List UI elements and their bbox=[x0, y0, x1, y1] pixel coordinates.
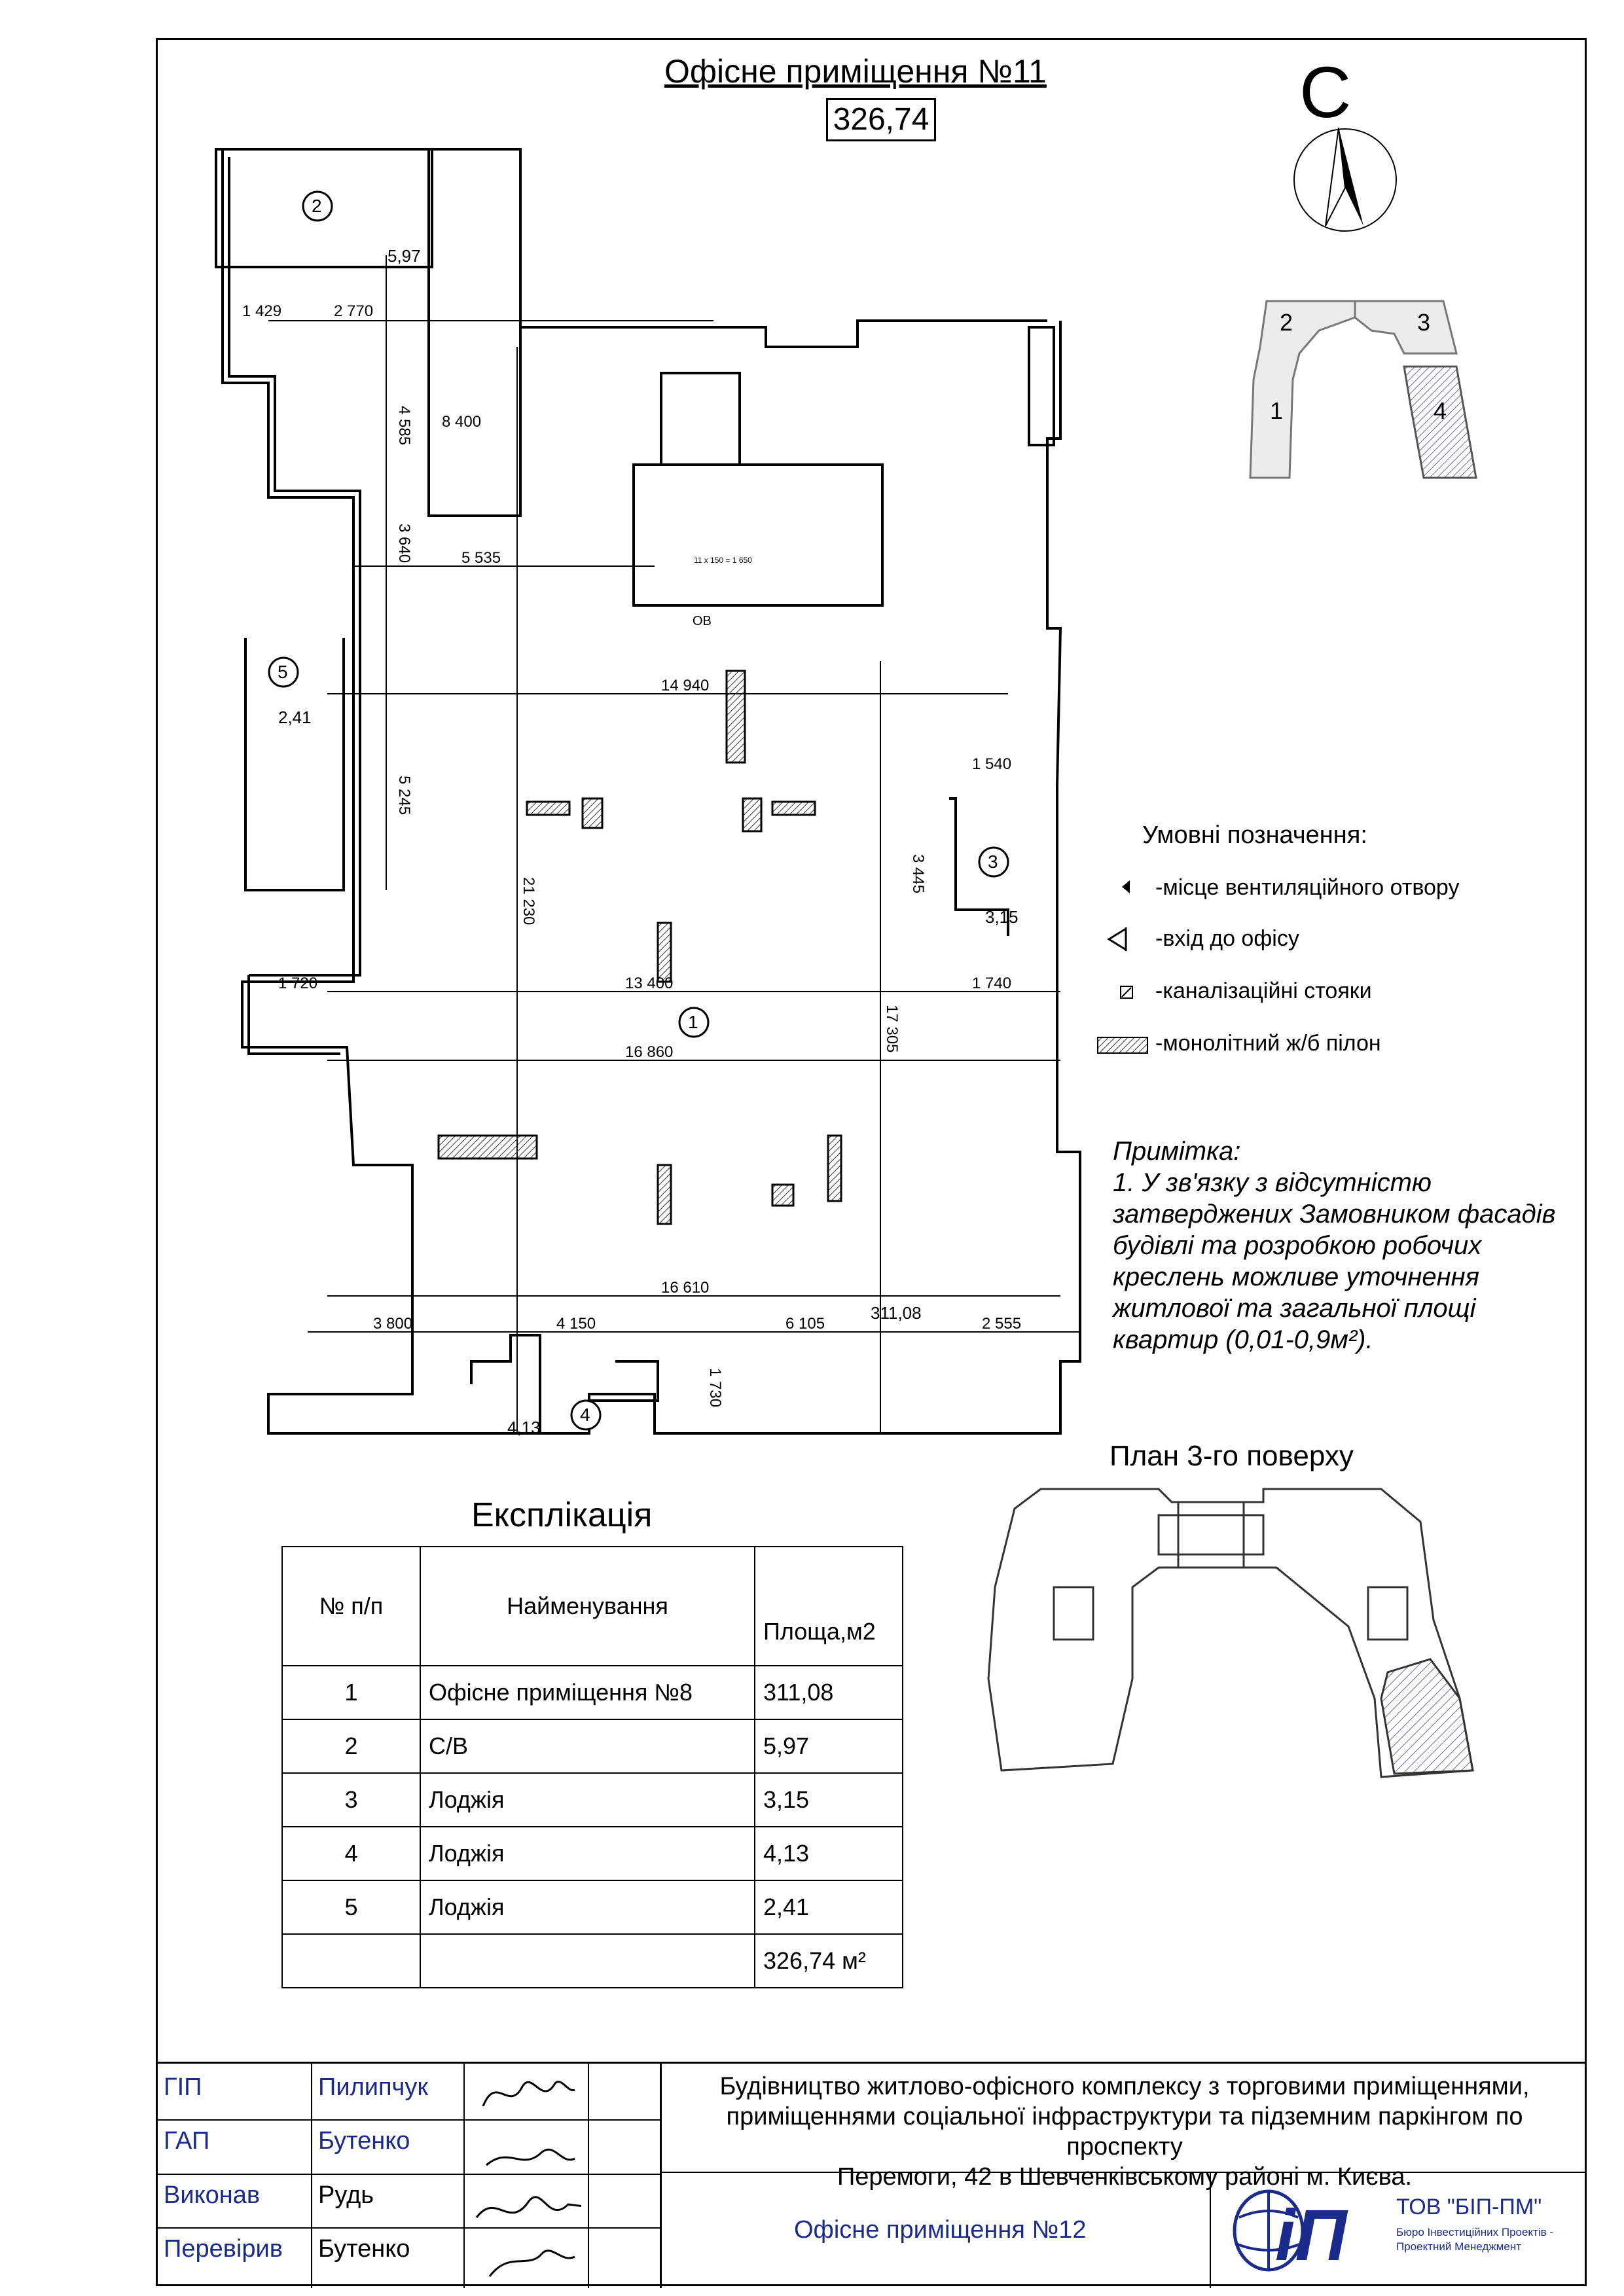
room-4-area: 4,13 bbox=[507, 1418, 541, 1437]
svg-text:2 555: 2 555 bbox=[982, 1315, 1022, 1333]
legend-sewer-riser: -каналізаційні стояки bbox=[1155, 978, 1372, 1003]
floor-plan-title: План 3-го поверху bbox=[1110, 1440, 1354, 1472]
floor-plan bbox=[196, 131, 1100, 1466]
name-executor: Рудь bbox=[318, 2181, 374, 2209]
floor-overview bbox=[962, 1482, 1551, 1784]
header-name: Найменування bbox=[420, 1547, 755, 1666]
cell-num: 2 bbox=[282, 1719, 420, 1773]
cell-num: 5 bbox=[282, 1880, 420, 1934]
svg-text:3 445: 3 445 bbox=[909, 854, 927, 894]
note-line: квартир (0,01-0,9м²). bbox=[1113, 1325, 1373, 1354]
role-checker: Перевірив bbox=[164, 2235, 283, 2263]
sheet-title: Офісне приміщення №12 bbox=[794, 2216, 1087, 2244]
room-5-marker: 5 bbox=[278, 662, 288, 682]
legend-entrance: -вхід до офісу bbox=[1155, 926, 1299, 951]
explication-table bbox=[281, 1546, 903, 1988]
svg-text:6 105: 6 105 bbox=[785, 1315, 825, 1333]
note-title: Примітка: bbox=[1113, 1137, 1241, 1166]
table-row bbox=[282, 1666, 903, 1719]
svg-text:5 245: 5 245 bbox=[395, 776, 413, 816]
cell-num: 1 bbox=[282, 1666, 420, 1719]
compass-icon bbox=[1293, 128, 1398, 232]
key-plan bbox=[1240, 281, 1489, 491]
cell-name: С/В bbox=[420, 1719, 755, 1773]
svg-text:14 940: 14 940 bbox=[661, 677, 710, 694]
cell-num: 3 bbox=[282, 1773, 420, 1827]
cell-name: Лоджія bbox=[420, 1773, 755, 1827]
sewer-riser-icon bbox=[1119, 985, 1134, 999]
legend-pylon: -монолітний ж/б пілон bbox=[1155, 1031, 1381, 1056]
area-box: 326,74 bbox=[826, 98, 936, 141]
room-1-area: 311,08 bbox=[871, 1303, 922, 1323]
svg-text:3 800: 3 800 bbox=[373, 1315, 413, 1333]
cell-empty bbox=[420, 1934, 755, 1988]
legend-title: Умовні позначення: bbox=[1142, 821, 1367, 849]
entrance-icon bbox=[1106, 926, 1132, 952]
svg-text:1 740: 1 740 bbox=[972, 975, 1012, 992]
svg-text:2 770: 2 770 bbox=[334, 302, 374, 320]
header-num: № п/п bbox=[282, 1547, 420, 1666]
company-sub2: Проектний Менеджмент bbox=[1396, 2240, 1521, 2253]
svg-text:1 730: 1 730 bbox=[706, 1368, 724, 1408]
signature bbox=[470, 2067, 581, 2283]
key-section-2: 2 bbox=[1280, 309, 1293, 336]
legend-vent: -місце вентиляційного отвору bbox=[1155, 875, 1460, 900]
key-section-3: 3 bbox=[1417, 309, 1431, 336]
svg-text:5 535: 5 535 bbox=[461, 549, 501, 567]
project-line: Будівництво житлово-офісного комплексу з торговими приміщеннями, bbox=[719, 2073, 1530, 2100]
cell-name: Лоджія bbox=[420, 1827, 755, 1880]
key-section-1: 1 bbox=[1270, 397, 1284, 424]
cell-total: 326,74 м² bbox=[755, 1934, 903, 1988]
note-block bbox=[1113, 1136, 1556, 1355]
cell-name: Офісне приміщення №8 bbox=[420, 1666, 755, 1719]
role-gap: ГАП bbox=[164, 2127, 210, 2155]
company-sub1: Бюро Інвестиційних Проектів - bbox=[1396, 2226, 1554, 2238]
name-gap: Бутенко bbox=[318, 2127, 410, 2155]
room-3-marker: 3 bbox=[988, 852, 998, 872]
svg-text:17 305: 17 305 bbox=[883, 1005, 901, 1053]
project-line: приміщеннями соціальної інфраструктури та підземним паркінгом по проспекту bbox=[726, 2103, 1523, 2161]
cell-num: 4 bbox=[282, 1827, 420, 1880]
note-line: будівлі та розробкою робочих bbox=[1113, 1231, 1482, 1260]
cell-area: 2,41 bbox=[755, 1880, 903, 1934]
room-1-marker: 1 bbox=[688, 1012, 698, 1032]
title-block bbox=[156, 2062, 1587, 2288]
page-title: Офісне приміщення №11 bbox=[664, 53, 1047, 90]
svg-text:1 720: 1 720 bbox=[278, 975, 318, 992]
table-row bbox=[282, 1773, 903, 1827]
room-2-area: 5,97 bbox=[388, 246, 421, 266]
room-5-area: 2,41 bbox=[278, 708, 312, 727]
cell-name: Лоджія bbox=[420, 1880, 755, 1934]
svg-text:1 540: 1 540 bbox=[972, 755, 1012, 773]
svg-text:13 400: 13 400 bbox=[625, 975, 674, 992]
header-area: Площа,м2 bbox=[755, 1547, 903, 1666]
cell-area: 5,97 bbox=[755, 1719, 903, 1773]
company-name: ТОВ "БІП-ПМ" bbox=[1396, 2195, 1542, 2219]
svg-text:8 400: 8 400 bbox=[442, 413, 482, 431]
project-line: Перемоги, 42 в Шевченківському районі м. Києва. bbox=[837, 2163, 1413, 2191]
cell-area: 3,15 bbox=[755, 1773, 903, 1827]
note-line: затверджених Замовником фасадів bbox=[1113, 1200, 1556, 1229]
table-row bbox=[282, 1880, 903, 1934]
cell-empty bbox=[282, 1934, 420, 1988]
room-4-marker: 4 bbox=[580, 1405, 590, 1425]
svg-text:iП: iП bbox=[1275, 2195, 1347, 2276]
pylon-icon bbox=[1096, 1036, 1149, 1054]
table-total-row bbox=[282, 1934, 903, 1988]
room-2-marker: 2 bbox=[312, 196, 322, 216]
explication-title: Експлікація bbox=[471, 1496, 653, 1534]
svg-text:16 860: 16 860 bbox=[625, 1043, 674, 1061]
svg-text:21 230: 21 230 bbox=[520, 877, 537, 925]
svg-text:16 610: 16 610 bbox=[661, 1279, 710, 1297]
svg-text:4 150: 4 150 bbox=[556, 1315, 596, 1333]
compass-letter: С bbox=[1299, 52, 1352, 133]
name-checker: Бутенко bbox=[318, 2235, 410, 2263]
svg-text:3 640: 3 640 bbox=[395, 524, 413, 564]
note-line: житлової та загальної площі bbox=[1113, 1294, 1476, 1323]
svg-text:ОВ: ОВ bbox=[693, 614, 712, 628]
vent-icon bbox=[1119, 879, 1132, 895]
room-3-area: 3,15 bbox=[985, 907, 1019, 927]
svg-text:1 429: 1 429 bbox=[242, 302, 282, 320]
table-row bbox=[282, 1827, 903, 1880]
role-executor: Виконав bbox=[164, 2181, 261, 2209]
role-gip: ГІП bbox=[164, 2073, 202, 2101]
cell-area: 4,13 bbox=[755, 1827, 903, 1880]
cell-area: 311,08 bbox=[755, 1666, 903, 1719]
note-line: креслень можливе уточнення bbox=[1113, 1263, 1480, 1291]
table-row bbox=[282, 1719, 903, 1773]
key-section-4: 4 bbox=[1434, 397, 1447, 424]
name-gip: Пилипчук bbox=[318, 2073, 428, 2101]
svg-text:4 585: 4 585 bbox=[395, 406, 413, 446]
project-description bbox=[666, 2072, 1583, 2192]
svg-text:11 х 150 = 1 650: 11 х 150 = 1 650 bbox=[694, 556, 752, 565]
note-line: 1. У зв'язку з відсутністю bbox=[1113, 1168, 1432, 1197]
table-header-row bbox=[282, 1547, 903, 1666]
company-logo bbox=[1229, 2181, 1380, 2280]
